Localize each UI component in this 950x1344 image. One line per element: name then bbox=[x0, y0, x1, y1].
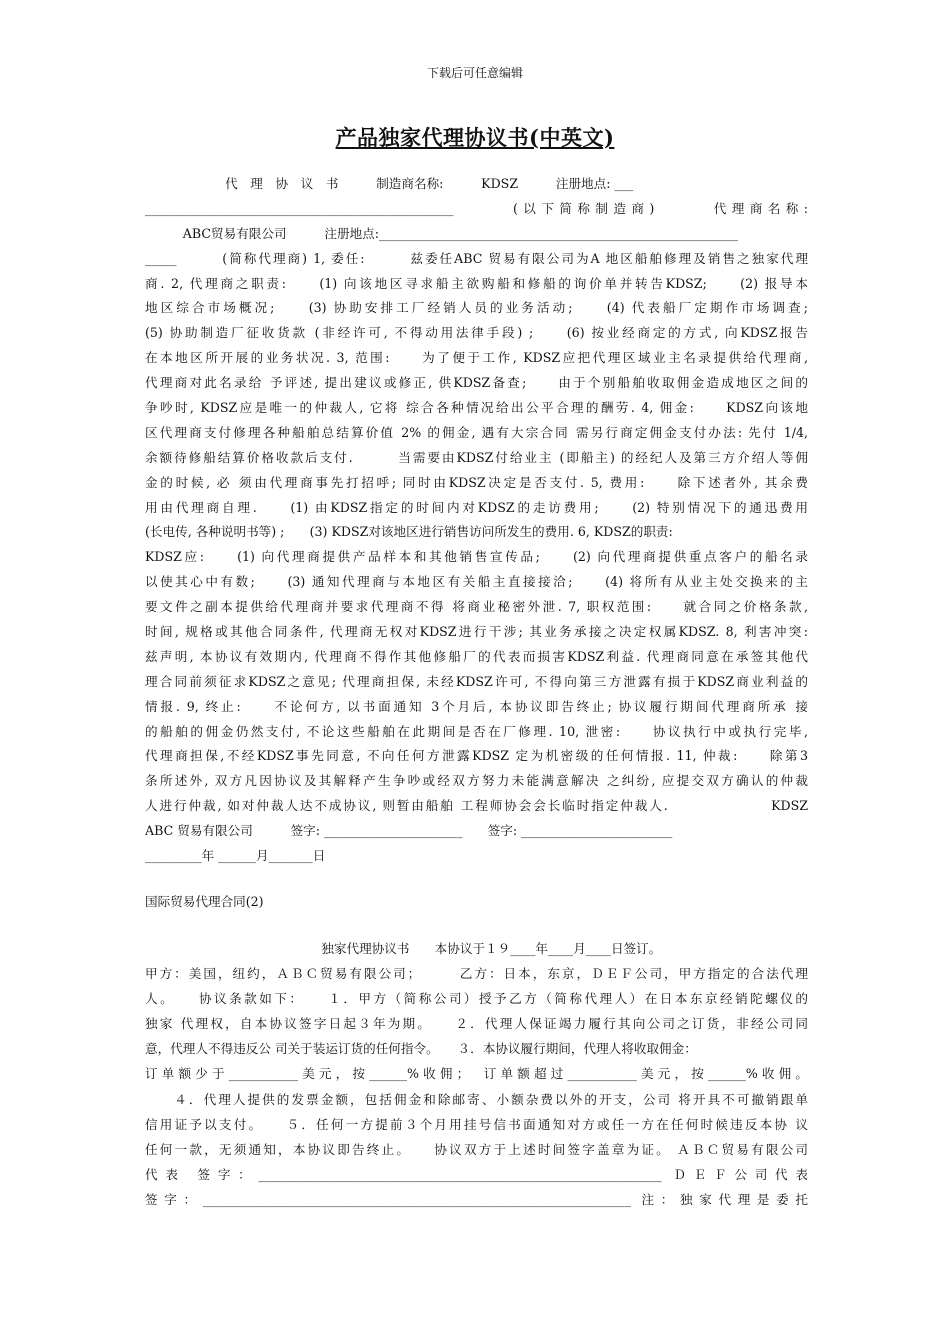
text-line: 人。 协议条款如下： １．甲方（简称公司）授予乙方（简称代理人）在日本东京经销陀螺仪的 bbox=[145, 991, 808, 1007]
text-line: 用由代理商自理. (1) 由KDSZ指定的时间内对KDSZ的走访费用; (2) 特别情况下的通迅费用 bbox=[145, 499, 808, 515]
text-line: 争吵时, KDSZ应是唯一的仲裁人, 它将 综合各种情况给出公平合理的酬劳. 4, 佣金: KDSZ向该地 bbox=[145, 400, 808, 416]
section-2-heading: 国际贸易代理合同(2) bbox=[145, 894, 264, 909]
signature-line: ABC 贸易有限公司 签字: ______________________ 签字: ________________________ bbox=[145, 823, 673, 839]
text-line: (长电传, 各种说明书等) ; (3) KDSZ对该地区进行销售访问所发生的费用. 6, KDSZ的职责: bbox=[145, 524, 673, 540]
text-line: _________________________________________________ (以下简称制造商) 代理商名称: bbox=[145, 200, 808, 216]
text-line: 情报. 9, 终止: 不论何方, 以书面通知 3个月后, 本协议即告终止; 协议履行期间代理商所承 接 bbox=[145, 698, 808, 714]
text-line: 代理商担保,不经KDSZ事先同意, 不向任何方泄露KDSZ 定为机密级的任何情报. 11, 仲裁: 除第3 bbox=[145, 748, 808, 764]
text-line: 代 理 协 议 书 制造商名称: KDSZ 注册地点: ___ bbox=[145, 176, 634, 191]
text-line: 以使其心中有数; (3) 通知代理商与本地区有关船主直接接洽; (4) 将所有从业主处交换来的主 bbox=[145, 574, 808, 590]
text-line: 的船舶的佣金仍然支付, 不论这些船舶在此期间是否在厂修理. 10, 泄密: 协议执行中或执行完毕, bbox=[145, 723, 808, 739]
text-line: 在本地区所开展的业务状况. 3, 范围: 为了便于工作, KDSZ应把代理区域业主名录提供给代理商, bbox=[145, 350, 808, 366]
signature-line: 代表 签字：________________________________________________________________ ＤＥＦ公司代表 bbox=[145, 1166, 808, 1182]
text-line: 余额待修船结算价格收款后支付. 当需要由KDSZ付给业主 (即船主) 的经纪人及第三方介绍人等佣 bbox=[145, 449, 808, 465]
text-line: 地区综合市场概况; (3) 协助安排工厂经销人员的业务活动; (4) 代表船厂定期作市场调查; bbox=[145, 300, 808, 316]
signature-line: 签字：____________________________________________________________________ 注：独家代理是委托 bbox=[145, 1191, 808, 1207]
section-1-body bbox=[145, 172, 808, 869]
header-note: 下载后可任意编辑 bbox=[426, 66, 523, 80]
text-line: 商. 2, 代理商之职责: (1) 向该地区寻求船主欲购船和修船的询价单并转告KDSZ; (2) 报导本 bbox=[145, 275, 808, 291]
text-line: ４．代理人提供的发票金额，包括佣金和除邮寄、小额杂费以外的开支，公司 将开具不可撤销跟单 bbox=[145, 1091, 808, 1107]
text-line: 独家 代理权，自本协议签字日起３年为期。 ２．代理人保证竭力履行其向公司之订货，非经公司同 bbox=[145, 1016, 808, 1032]
section-2-body bbox=[145, 936, 808, 1212]
text-line: 条所述外, 双方凡因协议及其解释产生争吵或经双方努力未能满意解决 之纠纷, 应提交双方确认的仲裁 bbox=[145, 773, 808, 789]
text-line: 信用证予以支付。 ５．任何一方提前３个月用挂号信书面通知对方或任一方在任何时候违反本协 议 bbox=[145, 1116, 808, 1132]
text-line: 要文件之副本提供给代理商并要求代理商不得 将商业秘密外泄. 7, 职权范围: 就合同之价格条款, bbox=[145, 599, 808, 615]
text-line: 时间, 规格或其他合同条件, 代理商无权对KDSZ进行干涉; 其业务承接之决定权属KDSZ. 8, 利害冲突: bbox=[145, 624, 808, 640]
text-line: KDSZ应: (1) 向代理商提供产品样本和其他销售宣传品; (2) 向代理商提供重点客户的船名录 bbox=[145, 549, 808, 565]
text-line: 兹声明, 本协议有效期内, 代理商不得作其他修船厂的代表而损害KDSZ利益. 代理商同意在承签其他代 bbox=[145, 648, 808, 664]
text-line: 订单额少于___________美元，按______%收佣； 订单额超过___________美元，按______%收佣。 bbox=[145, 1066, 808, 1082]
text-line: 意，代理人不得违反公 司关于装运订货的任何指令。 ３．本协议履行期间，代理人将收取佣金： bbox=[145, 1041, 697, 1057]
date-line: _________年 ______月_______日 bbox=[145, 848, 326, 864]
text-line: 区代理商支付修理各种船舶总结算价值 2% 的佣金, 遇有大宗合同 需另行商定佣金支付办法: 先付 1/4, bbox=[145, 424, 808, 440]
text-line: ABC贸易有限公司 注册地点:_________________________________________________________ bbox=[145, 225, 738, 241]
document-title: 产品独家代理协议书(中英文) bbox=[335, 125, 615, 150]
text-line: 理合同前须征求KDSZ之意见; 代理商担保, 未经KDSZ许可, 不得向第三方泄露有损于KDSZ商业利益的 bbox=[145, 673, 808, 689]
text-line: 任何一款，无须通知，本协议即告终止。 协议双方于上述时间签字盖章为证。 ＡＢＣ贸易有限公司 bbox=[145, 1141, 808, 1157]
text-line: _____ (简称代理商) 1, 委任: 兹委任ABC 贸易有限公司为A 地区船舶修理及销售之独家代理 bbox=[145, 250, 808, 266]
text-line: (5) 协助制造厂征收货款 (非经许可, 不得动用法律手段) ; (6) 按业经商定的方式, 向KDSZ报告 bbox=[145, 325, 808, 341]
text-line: 甲方：美国，纽约，ＡＢＣ贸易有限公司； 乙方：日本，东京，ＤＥＦ公司，甲方指定的合法代理 bbox=[145, 966, 808, 982]
text-line: 代理商对此名录给 予评述, 提出建议或修正, 供KDSZ备查; 由于个别船舶收取佣金造成地区之间的 bbox=[145, 375, 808, 391]
text-line: 独家代理协议书 本协议于１９____年____月____日签订。 bbox=[145, 941, 662, 956]
text-line: 金的时候, 必 须由代理商事先打招呼; 同时由KDSZ决定是否支付. 5, 费用: 除下述者外, 其余费 bbox=[145, 474, 808, 490]
text-line: 人进行仲裁, 如对仲裁人达不成协议, 则暂由船舶 工程师协会会长临时指定仲裁人. KDSZ bbox=[145, 798, 808, 814]
